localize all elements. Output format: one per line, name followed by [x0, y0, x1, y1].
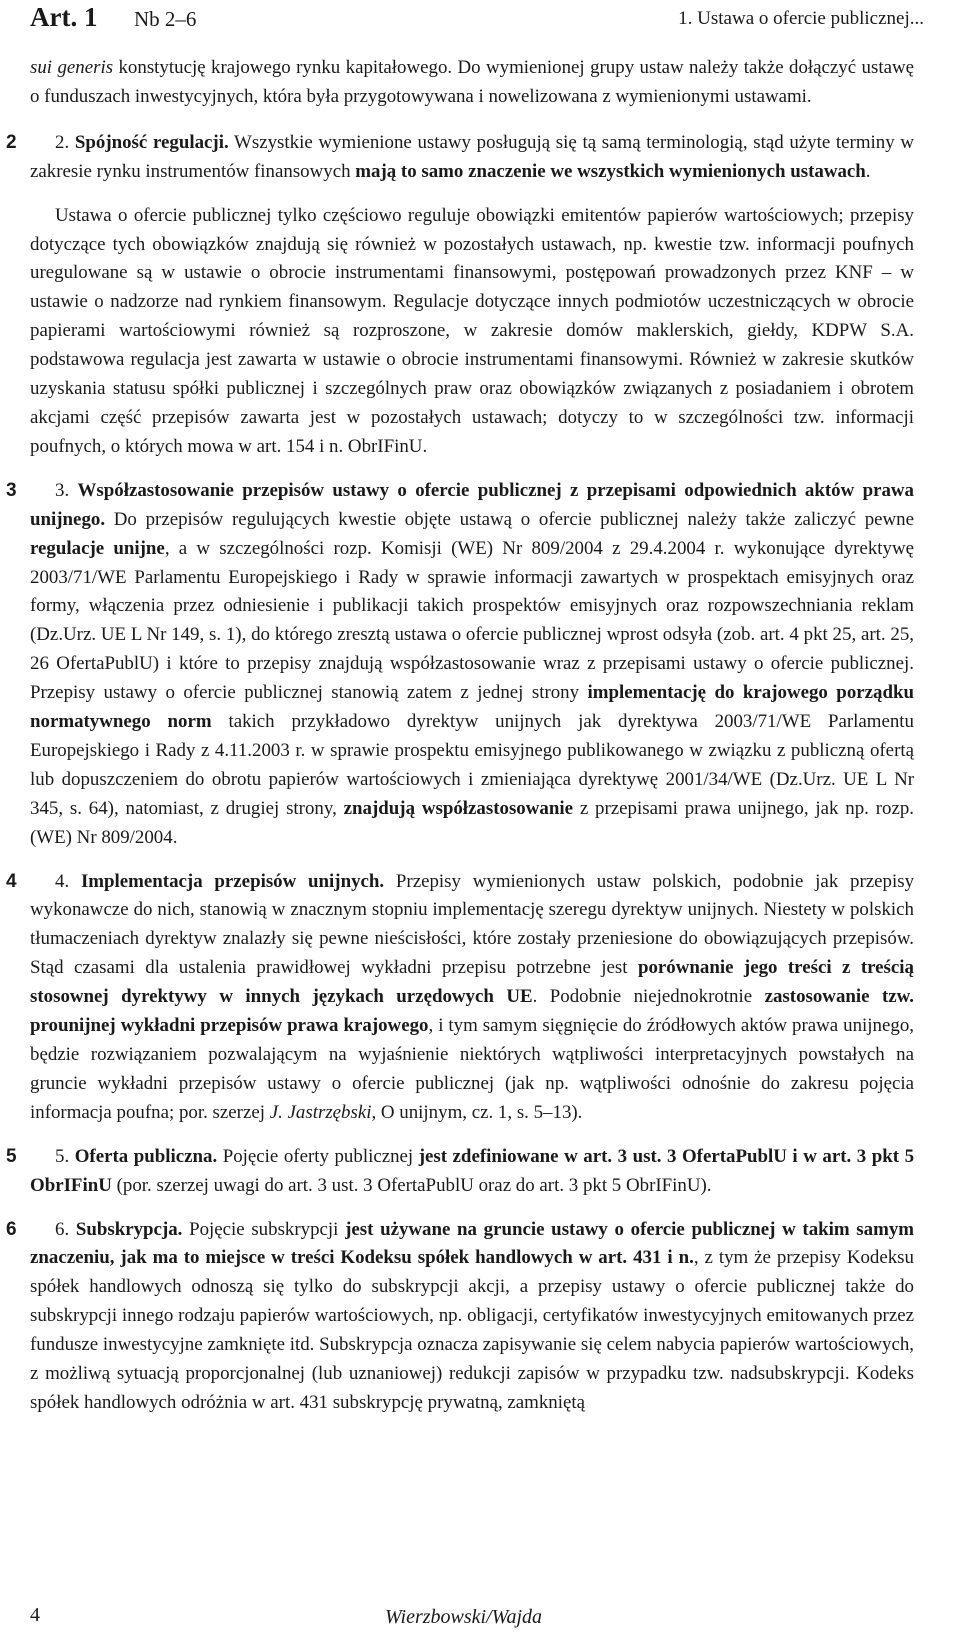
section-2-continuation: Ustawa o ofercie publicznej tylko częściowo reguluje obowiązki emitentów papierów wartościowych; przepisy dotyczące tych obowiązków znajdują się również w pozostałych ustawach, np. kwestie tzw. informacji poufnych uregulowane są w ustawie o obrocie instrumentami finansowymi, postępowań prowadzonych przez KNF – w ustawie o nadzorze nad rynkiem finansowym. Regulacje dotyczące innych podmiotów uczestniczących w obrocie papierami wartościowymi również są rozproszone, w zakresie domów maklerskich, giełdy, KDPW S.A. podstawowa regulacja jest zawarta w ustawie o obrocie instrumentami finansowymi. Również w zakresie skutków uzyskania statusu spółki publicznej i szczególnych praw oraz obowiązków związanych z posiadaniem i obrotem akcjami część przepisów zawarta jest w pozostałych ustawach; dotyczy to w szczególności tzw. informacji poufnych, o których mowa w art. 154 i n. ObrIFinU.: [30, 204, 914, 457]
authors: Wierzbowski/Wajda: [385, 1606, 543, 1628]
running-title: 1. Ustawa o ofercie publicznej...: [678, 8, 924, 29]
section-heading: Współzastosowanie przepisów ustawy o ofercie publicznej z przepisami odpowiednich aktów prawa unijnego.: [30, 479, 914, 530]
section-3-paragraph: 3 3. Współzastosowanie przepisów ustawy o ofercie publicznej z przepisami odpowiednich aktów prawa unijnego. Do przepisów regulujących kwestie objęte ustawą o ofercie publicznej należy także zaliczyć pewne regulacje unijne, a w szczególności rozp. Komisji (WE) Nr 809/2004 z 29.4.2004 r. wykonujące dyrektywę 2003/71/WE Parlamentu Europejskiego i Rady w sprawie informacji zawartych w prospektach emisyjnych oraz formy, włączenia przez odniesienie i publikacji takich prospektów emisyjnych oraz rozpowszechniania reklam (Dz.Urz. UE L Nr 149, s. 1), do którego zresztą ustawa o ofercie publicznej wprost odsyła (zob. art. 4 pkt 25, art. 25, 26 OfertaPublU) i które to przepisy znajdują współzastosowanie wraz z przepisami ustawy o ofercie publicznej. Przepisy ustawy o ofercie publicznej stanowią zatem z jednej strony implementację do krajowego porządku normatywnego norm takich przykładowo dyrektyw unijnych jak dyrektywa 2003/71/WE Parlamentu Europejskiego i Rady z 4.11.2003 r. w sprawie prospektu emisyjnego publikowanego w związku z publiczną ofertą lub dopuszczeniem do obrotu papierów wartościowych i zmieniająca dyrektywę 2001/34/WE (Dz.Urz. UE L Nr 345, s. 64), natomiast, z drugiej strony, znajdują współzastosowanie z przepisami prawa unijnego, jak np. rozp. (WE) Nr 809/2004.: [30, 477, 914, 853]
section-heading: Oferta publiczna.: [74, 1145, 218, 1167]
section-heading: Spójność regulacji.: [74, 131, 229, 153]
intro-emphasis: sui generis: [30, 57, 114, 78]
section-6-paragraph: 6 6. Subskrypcja. Pojęcie subskrypcji jest używane na gruncie ustawy o ofercie publicznej w takim samym znaczeniu, jak ma to miejsce w treści Kodeksu spółek handlowych w art. 431 i n., z tym że przepisy Kodeksu spółek handlowych odnoszą się tylko do subskrypcji akcji, a przepisy ustawy o ofercie publicznej także do subskrypcji innego rodzaju papierów wartościowych, np. obligacji, certyfikatów inwestycyjnych emitowanych przez fundusze inwestycyjne zamknięte itd. Subskrypcja oznacza zapisywanie się celem nabycia papierów wartościowych, z możliwą sytuacją proporcjonalnej (lub uznaniowej) redukcji zapisów w przypadku tzw. nadsubskrypcji. Kodeks spółek handlowych odróżnia w art. 431 subskrypcję prywatną, zamkniętą: [30, 1216, 914, 1418]
margin-number-range: Nb 2–6: [134, 7, 197, 31]
section-5-paragraph: 5 5. Oferta publiczna. Pojęcie oferty publicznej jest zdefiniowane w art. 3 ust. 3 OfertaPublU i w art. 3 pkt 5 ObrIFinU (por. szerzej uwagi do art. 3 ust. 3 OfertaPublU oraz do art. 3 pkt 5 ObrIFinU).: [30, 1143, 914, 1201]
margin-number: 6: [6, 1218, 17, 1240]
margin-number: 5: [6, 1145, 17, 1167]
margin-number: 2: [6, 131, 17, 153]
section-heading: Subskrypcja.: [75, 1218, 183, 1240]
margin-number: 3: [6, 479, 17, 501]
page-header: [30, 2, 930, 38]
section-4-paragraph: 4 4. Implementacja przepisów unijnych. Przepisy wymienionych ustaw polskich, podobnie jak przepisy wykonawcze do nich, stanowią w znacznym stopniu implementację szeregu dyrektyw unijnych. Niestety w polskich tłumaczeniach dyrektyw znalazły się pewne nieścisłości, które zostały przeniesione do obowiązujących przepisów. Stąd czasami dla ustalenia prawidłowej wykładni przepisu potrzebne jest porównanie jego treści z treścią stosownej dyrektywy w innych językach urzędowych UE. Podobnie niejednokrotnie zastosowanie tzw. prounijnej wykładni przepisów prawa krajowego, i tym samym sięgnięcie do źródłowych aktów prawa unijnego, będzie rozwiązaniem pozwalającym na wyjaśnienie niektórych wątpliwości interpretacyjnych powstałych na gruncie wykładni przepisów ustawy o ofercie publicznej (jak np. wątpliwości odnośnie do zakresu pojęcia informacja poufna; por. szerzej J. Jastrzębski, O unijnym, cz. 1, s. 5–13).: [30, 868, 914, 1128]
article-number: Art. 1: [30, 2, 98, 32]
intro-paragraph: sui generis konstytucję krajowego rynku kapitałowego. Do wymienionej grupy ustaw należy także dołączyć ustawę o funduszach inwestycyjnych, która była przygotowywana i nowelizowana z wymienionymi ustawami.: [30, 57, 914, 107]
page-number: 4: [30, 1604, 40, 1626]
section-heading: Implementacja przepisów unijnych.: [80, 870, 385, 892]
body-text: [6, 54, 915, 1433]
margin-number: 4: [6, 870, 17, 892]
section-2-paragraph: 2 2. Spójność regulacji. Wszystkie wymienione ustawy posługują się tą samą terminologią, stąd użyte terminy w zakresie rynku instrumentów finansowych mają to samo znaczenie we wszystkich wymienionych ustawach.: [30, 129, 914, 187]
page-footer: [30, 1604, 930, 1640]
